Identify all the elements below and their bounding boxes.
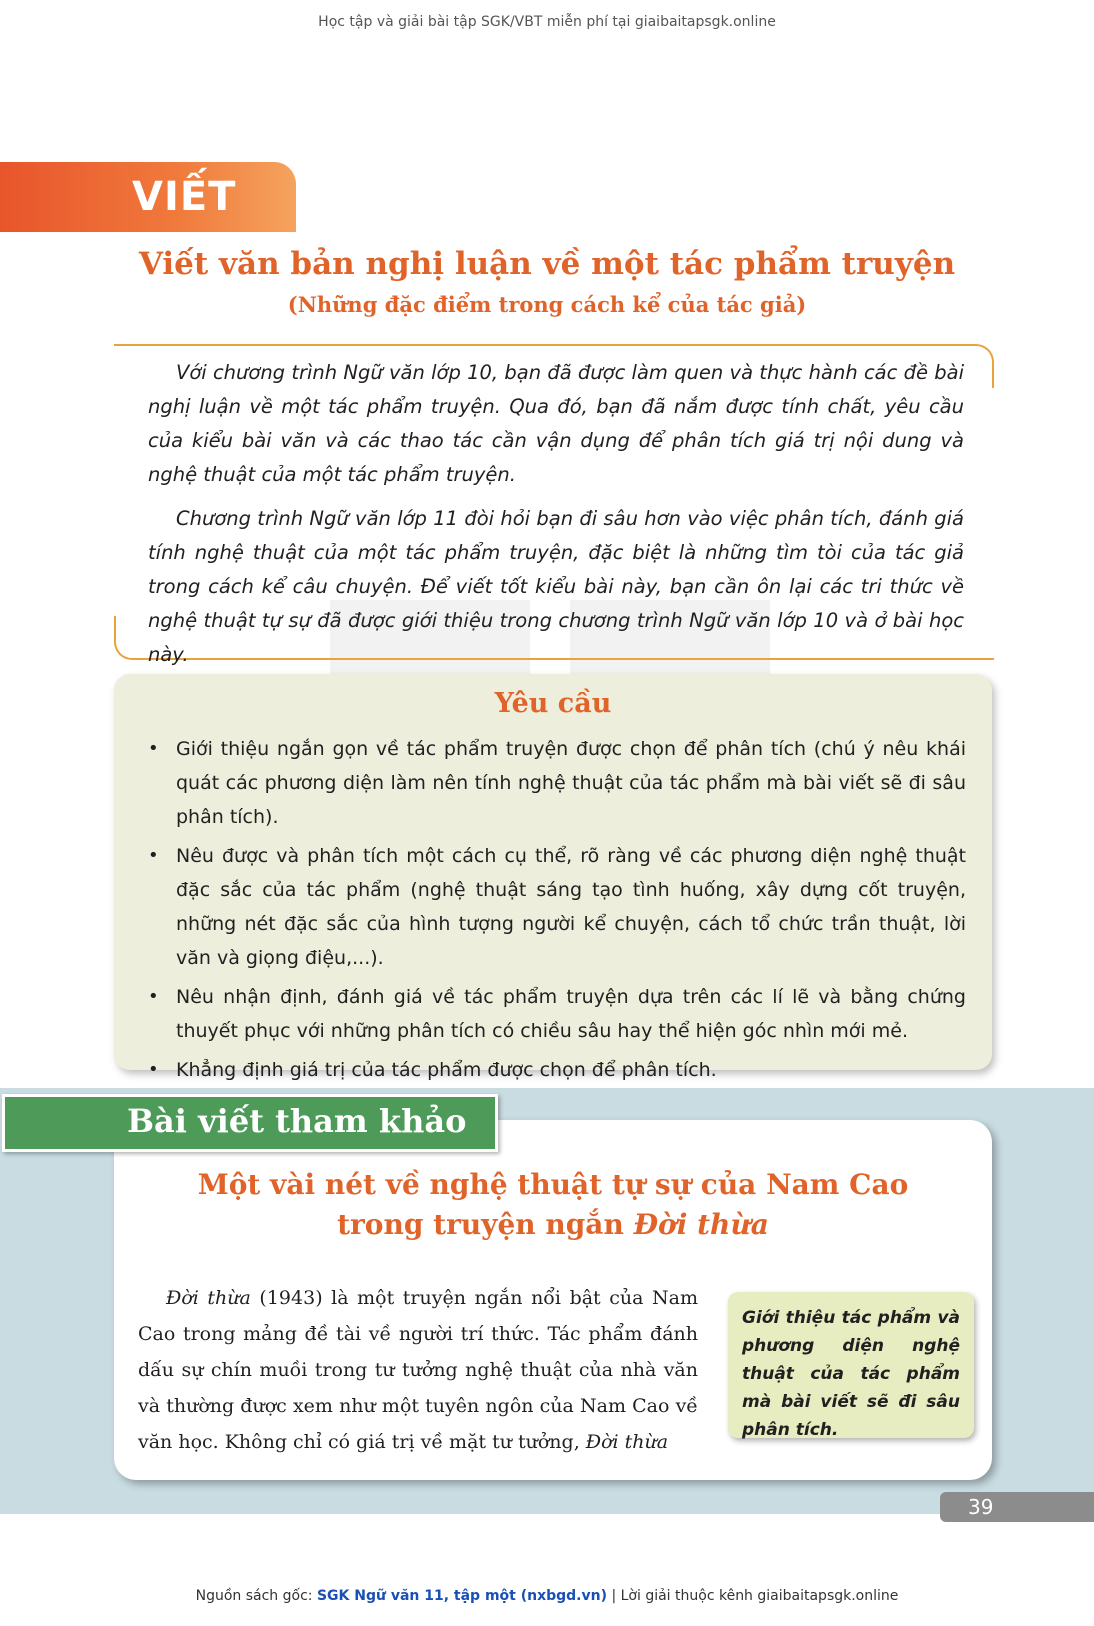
bullet-icon: • [148, 1059, 159, 1080]
requirements-box [114, 674, 992, 1081]
reference-tab-label: Bài viết tham khảo [127, 1102, 467, 1140]
list-item: • Giới thiệu ngắn gọn về tác phẩm truyện được chọn để phân tích (chú ý nêu khái quát các phương diện làm nên tính nghệ thuật của tác phẩm mà bài viết sẽ đi sâu phân tích). [146, 732, 966, 834]
footer-book-link[interactable]: SGK Ngữ văn 11, tập một (nxbgd.vn) [316, 1588, 607, 1604]
page-number: 39 [940, 1492, 1094, 1522]
bullet-icon: • [148, 845, 159, 866]
header-note: Học tập và giải bài tập SGK/VBT miễn phí tại giaibaitapsgk.online [318, 14, 776, 30]
intro-paragraph-1: Với chương trình Ngữ văn lớp 10, bạn đã được làm quen và thực hành các đề bài nghị luận về một tác phẩm truyện. Qua đó, bạn đã nắm được tính chất, yêu cầu của kiểu bài văn và các thao tác cần vận dụng để phân tích giá trị nội dung và nghệ thuật của một tác phẩm truyện. [148, 361, 964, 486]
requirements-list [146, 732, 966, 1092]
section-tab-label: VIẾT [132, 174, 237, 220]
reference-title-line1: Một vài nét về nghệ thuật tự sự của Nam Cao [197, 1168, 909, 1201]
requirements-heading: Yêu cầu [494, 688, 612, 719]
side-note: Giới thiệu tác phẩm và phương diện nghệ thuật của tác phẩm mà bài viết sẽ đi sâu phân tích. [728, 1292, 974, 1438]
section-tab [0, 162, 296, 232]
intro-box [114, 344, 996, 666]
page-title: Viết văn bản nghị luận về một tác phẩm truyện [138, 246, 956, 282]
list-item: • Khẳng định giá trị của tác phẩm được chọn để phân tích. [146, 1053, 966, 1087]
reference-card [114, 1120, 992, 1480]
footer-source: Nguồn sách gốc: SGK Ngữ văn 11, tập một (nxbgd.vn) | Lời giải thuộc kênh giaibaitapsgk.online [195, 1588, 899, 1604]
intro-paragraph-2: Chương trình Ngữ văn lớp 11 đòi hỏi bạn đi sâu hơn vào việc phân tích, đánh giá tính nghệ thuật của một tác phẩm truyện, đặc biệt là những tìm tòi của tác giả trong cách kể câu chuyện. Để viết tốt kiểu bài này, bạn cần ôn lại các tri thức về nghệ thuật tự sự đã được giới thiệu trong chương trình Ngữ văn lớp 10 và ở bài học này. [148, 507, 964, 666]
list-item: • Nêu được và phân tích một cách cụ thể, rõ ràng về các phương diện nghệ thuật đặc sắc của tác phẩm (nghệ thuật sáng tạo tình huống, xây dựng cốt truyện, những nét đặc sắc của hình tượng người kể chuyện, cách tổ chức trần thuật, lời văn và giọng điệu,...). [146, 839, 966, 975]
list-item: • Nêu nhận định, đánh giá về tác phẩm truyện dựa trên các lí lẽ và bằng chứng thuyết phục với những phân tích có chiều sâu hay thể hiện góc nhìn mới mẻ. [146, 980, 966, 1048]
reference-title-line2: trong truyện ngắn Đời thừa [337, 1208, 769, 1241]
bullet-icon: • [148, 986, 159, 1007]
bullet-icon: • [148, 738, 159, 759]
reference-tab [2, 1094, 498, 1152]
page-subtitle: (Những đặc điểm trong cách kể của tác giả) [287, 292, 807, 317]
reference-body-paragraph: Đời thừa (1943) là một truyện ngắn nổi bật của Nam Cao trong mảng đề tài về người trí thức. Tác phẩm đánh dấu sự chín muồi trong tư tưởng nghệ thuật của nhà văn và thường được xem như một tuyên ngôn của Nam Cao về văn học. Không chỉ có giá trị về mặt tư tưởng, Đời thừa [138, 1287, 698, 1453]
